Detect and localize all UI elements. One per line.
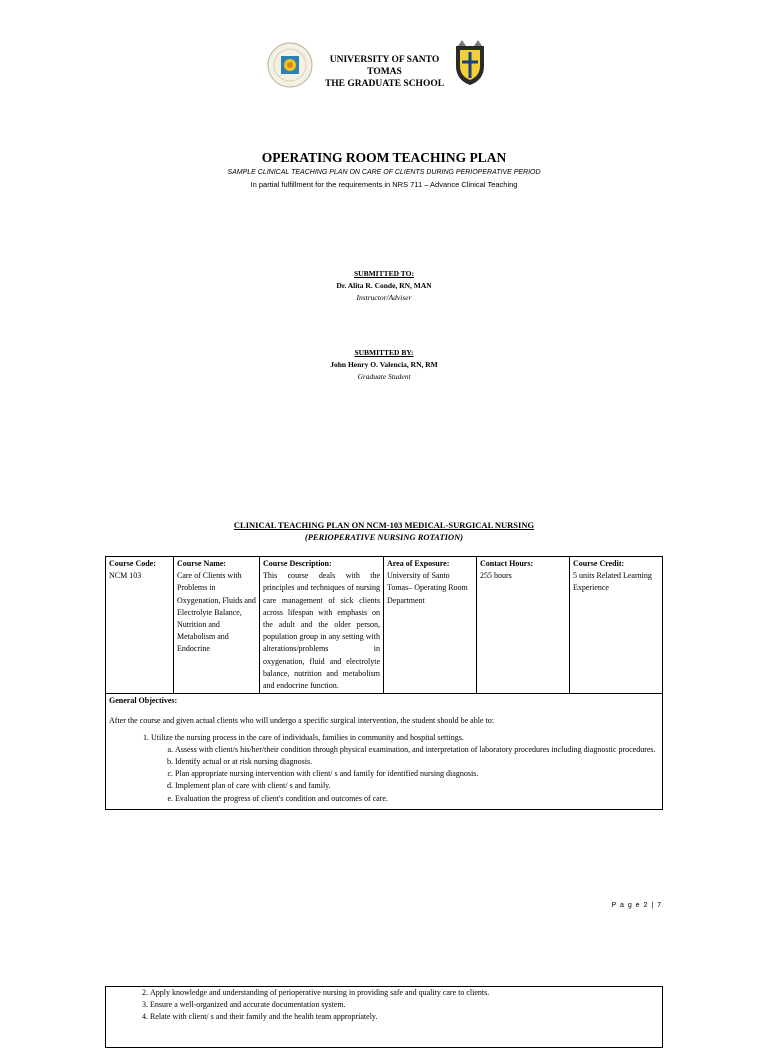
general-objectives-label: General Objectives: <box>109 696 178 706</box>
table-title: CLINICAL TEACHING PLAN ON NCM-103 MEDICAL-SURGICAL NURSING <box>233 520 535 530</box>
page-number: P a g e 2 | 7 <box>611 902 662 909</box>
course-description-label: Course Description: <box>263 559 332 568</box>
area-of-exposure-cell <box>384 557 477 694</box>
objectives-continued-list <box>106 987 662 1023</box>
objective-item: 4. Relate with client/ s and their family and the health team appropriately. <box>150 1011 662 1023</box>
graduate-school-crest-icon <box>452 40 488 86</box>
objective-sub-item: e. Evaluation the progress of client's condition and outcomes of care. <box>175 793 659 805</box>
course-name-label: Course Name: <box>177 559 227 568</box>
objectives-list <box>109 732 659 805</box>
university-name-block <box>317 54 452 90</box>
area-of-exposure-value: University of Santo Tomas– Operating Room Department <box>387 571 468 605</box>
objective-sub-item: a. Assess with client/s his/her/their condition through physical examination, and interpretation of laboratory procedures including diagnostic procedures. <box>175 744 659 756</box>
general-objectives-row <box>106 694 663 810</box>
fulfillment-note: In partial fulfillment for the requirements in NRS 711 – Advance Clinical Teaching <box>250 180 518 189</box>
course-table <box>105 556 663 810</box>
course-credit-value: 5 units Related Learning Experience <box>573 571 652 593</box>
course-name-cell <box>174 557 260 694</box>
general-objectives-cell <box>106 694 663 810</box>
header-logos <box>0 40 768 88</box>
course-credit-cell <box>570 557 663 694</box>
submitted-by-name: John Henry O. Valencia, RN, RM <box>330 360 438 369</box>
objective-sub-item: b. Identify actual or at risk nursing diagnosis. <box>175 756 659 768</box>
objective-sub-item: d. Implement plan of care with client/ s and family. <box>175 780 659 792</box>
university-name: UNIVERSITY OF SANTO TOMAS <box>329 55 440 77</box>
course-code-value: NCM 103 <box>109 571 142 581</box>
objective-sub-list <box>151 744 659 805</box>
course-info-row <box>106 557 663 694</box>
course-credit-label: Course Credit: <box>573 559 625 568</box>
objective-item: 3. Ensure a well-organized and accurate documentation system. <box>150 999 662 1011</box>
table-subtitle: (PERIOPERATIVE NURSING ROTATION) <box>304 532 464 542</box>
general-objectives-intro: After the course and given actual clients who will undergo a specific surgical intervention, the student should be able to: <box>109 716 494 726</box>
submitted-to-label: SUBMITTED TO: <box>354 269 414 278</box>
submitted-by-label: SUBMITTED BY: <box>354 348 414 357</box>
contact-hours-value: 255 hours <box>480 571 512 581</box>
course-code-label: Course Code: <box>109 559 156 568</box>
course-name-value: Care of Clients with Problems in Oxygenation, Fluids and Electrolyte Balance, Nutrition and Metabolism and Endocrine <box>177 571 256 654</box>
document-title: OPERATING ROOM TEACHING PLAN <box>261 150 507 165</box>
submitted-by-role: Graduate Student <box>357 372 411 381</box>
course-description-value: This course deals with the principles and techniques of nursing care management of sick clients across lifespan with emphasis on the adult and the older person, population group in any setting with alterations/problems in oxygenation, fluid and electrolyte balance, nutrition and metabolism and endocrine function. <box>263 571 380 691</box>
university-seal-icon <box>267 42 313 88</box>
submitted-to-role: Instructor/Adviser <box>356 293 412 302</box>
course-description-cell <box>260 557 384 694</box>
contact-hours-label: Contact Hours: <box>480 559 534 568</box>
course-code-cell <box>106 557 174 694</box>
objective-text: Utilize the nursing process in the care of individuals, families in community and hospital settings. <box>151 732 464 742</box>
graduate-school-name: THE GRADUATE SCHOOL <box>324 79 445 89</box>
document-subtitle: SAMPLE CLINICAL TEACHING PLAN ON CARE OF CLIENTS DURING PERIOPERATIVE PERIOD <box>227 169 541 176</box>
objectives-continued-box <box>105 986 663 1048</box>
contact-hours-cell <box>477 557 570 694</box>
objective-item <box>151 732 659 805</box>
area-of-exposure-label: Area of Exposure: <box>387 559 450 568</box>
objective-item: 2. Apply knowledge and understanding of perioperative nursing in providing safe and quality care to clients. <box>150 987 662 999</box>
objective-sub-item: c. Plan appropriate nursing intervention with client/ s and family for identified nursing diagnosis. <box>175 768 659 780</box>
submitted-to-name: Dr. Alita R. Conde, RN, MAN <box>336 281 432 290</box>
